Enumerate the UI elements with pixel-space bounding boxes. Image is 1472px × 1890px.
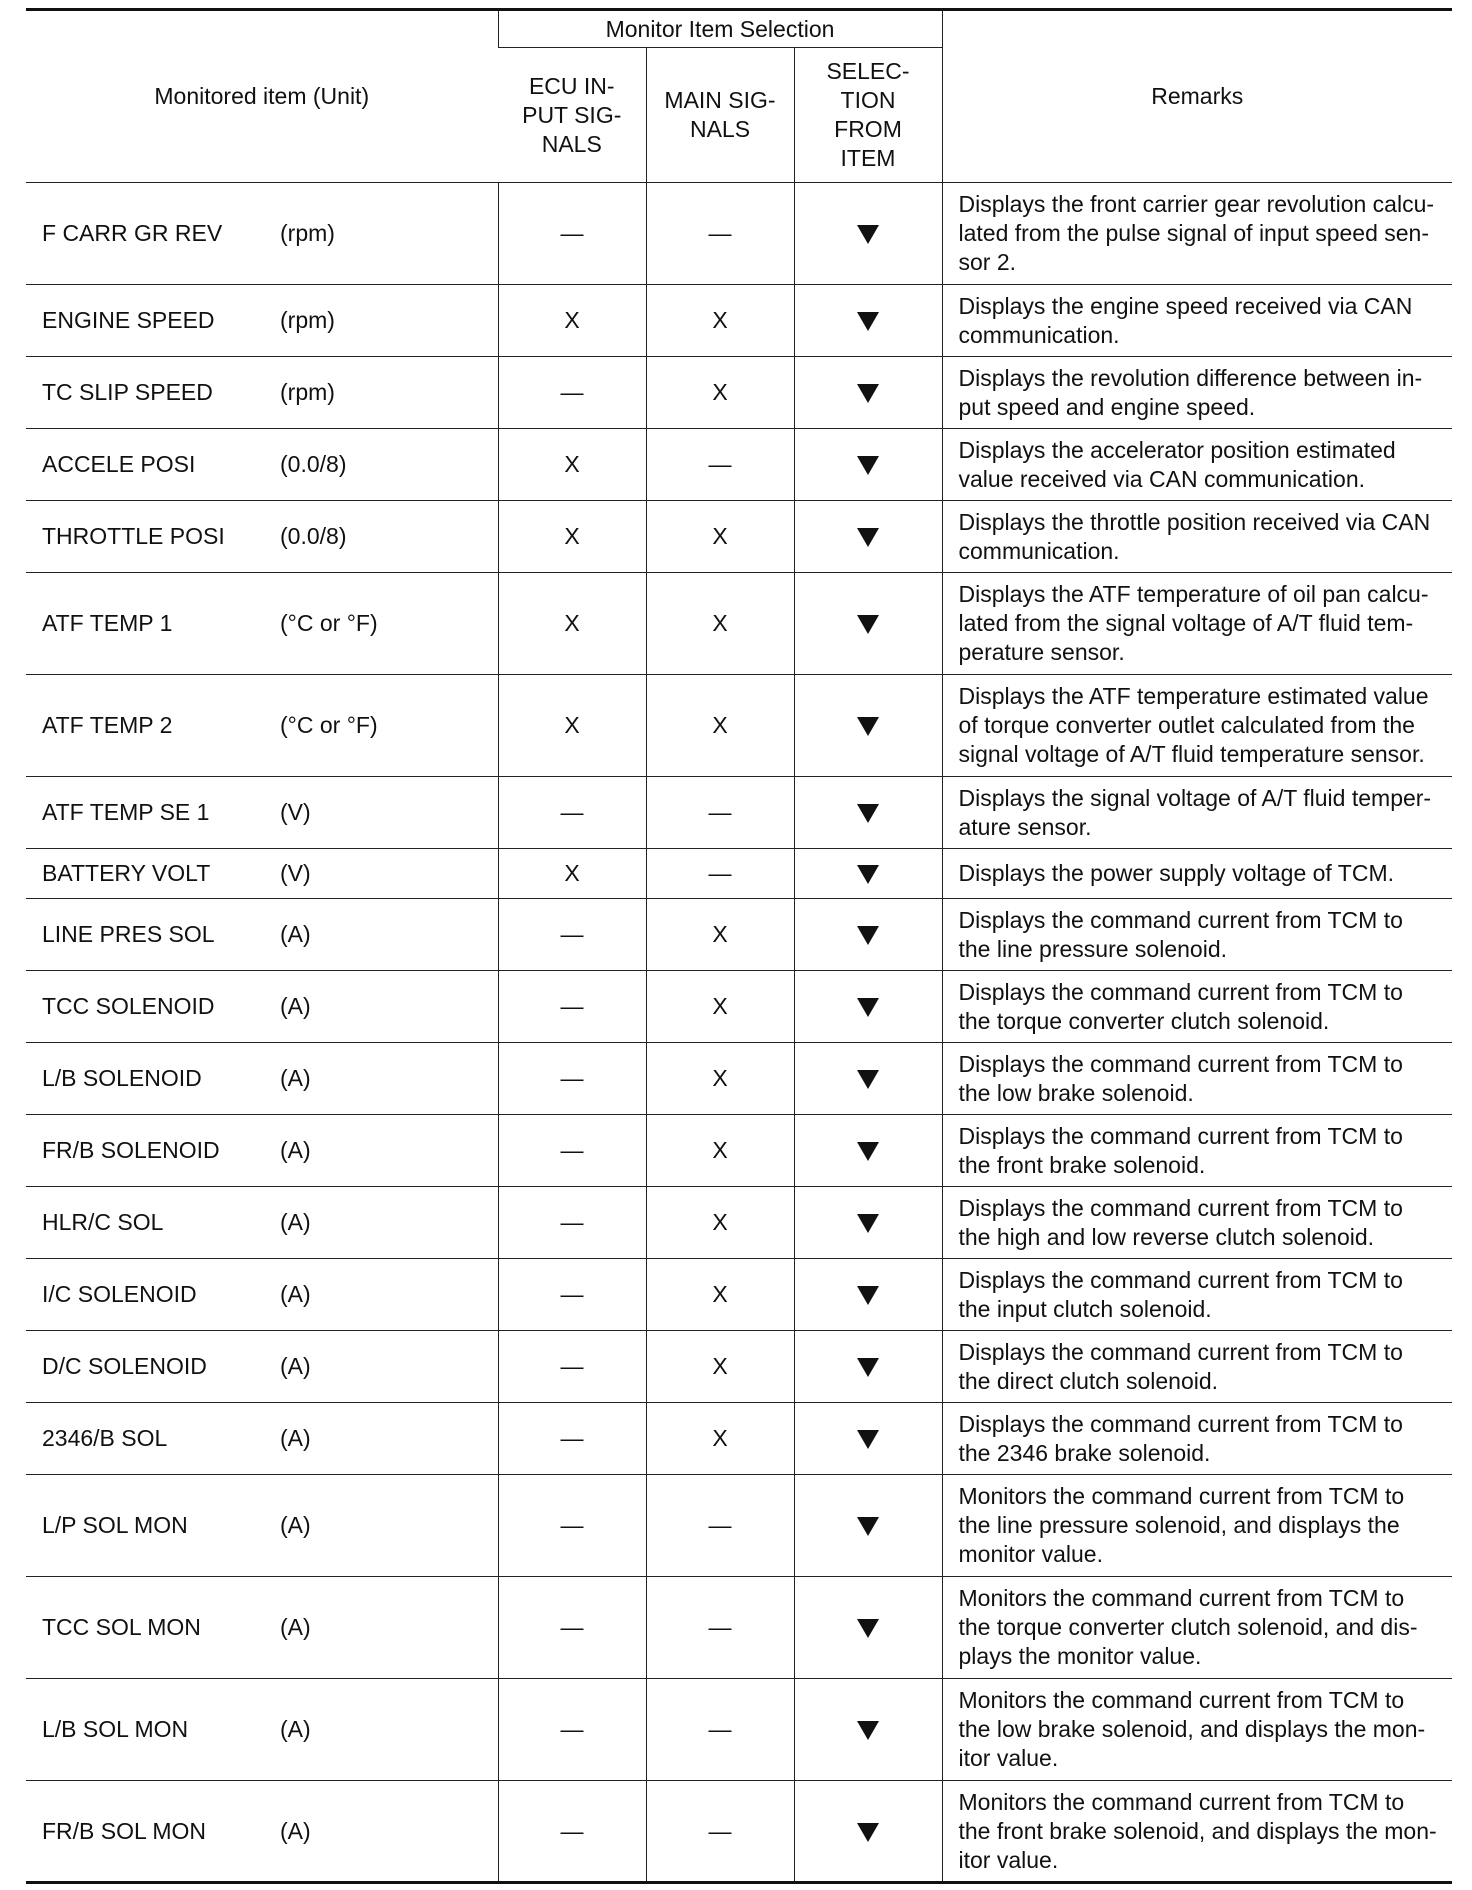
remark-line: the input clutch solenoid.	[958, 1295, 1212, 1322]
down-triangle-icon	[857, 456, 879, 475]
remark-line: the low brake solenoid.	[958, 1079, 1194, 1106]
item-unit: (rpm)	[280, 220, 335, 246]
remark-line: perature sensor.	[958, 639, 1125, 665]
item-name: I/C SOLENOID	[42, 1281, 197, 1307]
down-triangle-icon	[857, 1214, 879, 1233]
remark-line: communication.	[958, 321, 1120, 348]
main-signal-mark: —	[646, 1475, 794, 1577]
item-name: L/P SOL MON	[42, 1512, 188, 1538]
monitored-item-cell	[26, 1187, 498, 1259]
main-signal-mark: X	[646, 501, 794, 573]
header-monitor-item-selection: Monitor Item Selection	[498, 10, 942, 48]
remarks-cell	[942, 1781, 1452, 1883]
remark-line: Displays the revolution difference between in-	[958, 364, 1423, 391]
remark-line: Displays the power supply voltage of TCM.	[958, 860, 1394, 886]
ecu-input-signal-mark: —	[498, 899, 646, 971]
remark-line: the 2346 brake solenoid.	[958, 1439, 1211, 1466]
ecu-input-signal-mark: X	[498, 285, 646, 357]
monitored-item-cell	[26, 1043, 498, 1115]
remark-line: Displays the ATF temperature of oil pan calcu-	[958, 581, 1429, 607]
item-unit: (A)	[280, 921, 311, 947]
remarks-cell	[942, 1679, 1452, 1781]
remark-line: Displays the front carrier gear revolution calcu-	[958, 191, 1435, 217]
ecu-input-signal-mark: —	[498, 1781, 646, 1883]
remarks-cell	[942, 899, 1452, 971]
item-name: 2346/B SOL	[42, 1425, 168, 1451]
remark-line: Displays the command current from TCM to	[958, 1338, 1403, 1365]
item-unit: (V)	[280, 860, 311, 886]
remark-line: the torque converter clutch solenoid.	[958, 1007, 1330, 1034]
remarks-cell	[942, 1475, 1452, 1577]
item-name: FR/B SOLENOID	[42, 1137, 220, 1163]
monitored-item-cell	[26, 285, 498, 357]
header-selection-from-item: SELEC- TION FROM ITEM	[794, 48, 942, 183]
table-row	[26, 675, 1452, 777]
selection-from-item-cell	[794, 675, 942, 777]
header-remarks: Remarks	[942, 10, 1452, 183]
table-row	[26, 285, 1452, 357]
remarks-cell	[942, 357, 1452, 429]
main-signal-mark: X	[646, 1043, 794, 1115]
monitored-item-cell	[26, 1679, 498, 1781]
item-unit: (A)	[280, 993, 311, 1019]
main-signal-mark: X	[646, 1187, 794, 1259]
ecu-input-signal-mark: —	[498, 1679, 646, 1781]
remark-line: lated from the pulse signal of input speed sen-	[958, 220, 1430, 246]
main-signal-mark: —	[646, 1679, 794, 1781]
down-triangle-icon	[857, 717, 879, 736]
monitored-item-cell	[26, 183, 498, 285]
main-signal-mark: X	[646, 1403, 794, 1475]
selection-from-item-cell	[794, 1475, 942, 1577]
remarks-cell	[942, 501, 1452, 573]
table-row	[26, 183, 1452, 285]
monitored-item-cell	[26, 1331, 498, 1403]
remark-line: Displays the command current from TCM to	[958, 1050, 1403, 1077]
ecu-input-signal-mark: —	[498, 357, 646, 429]
remark-line: the line pressure solenoid, and displays the	[958, 1512, 1400, 1538]
ecu-input-signal-mark: —	[498, 1403, 646, 1475]
remarks-cell	[942, 971, 1452, 1043]
item-unit: (A)	[280, 1425, 311, 1451]
ecu-input-signal-mark: —	[498, 777, 646, 849]
ecu-input-signal-mark: —	[498, 1475, 646, 1577]
ecu-input-signal-mark: X	[498, 501, 646, 573]
remark-line: plays the monitor value.	[958, 1643, 1202, 1669]
item-name: ENGINE SPEED	[42, 307, 215, 333]
monitored-item-cell	[26, 357, 498, 429]
table-row	[26, 1115, 1452, 1187]
remark-line: the front brake solenoid, and displays the mon-	[958, 1817, 1437, 1844]
main-signal-mark: X	[646, 1259, 794, 1331]
down-triangle-icon	[857, 1358, 879, 1377]
selection-from-item-cell	[794, 1679, 942, 1781]
monitored-item-cell	[26, 1115, 498, 1187]
selection-from-item-cell	[794, 1043, 942, 1115]
selection-from-item-cell	[794, 849, 942, 899]
remark-line: ature sensor.	[958, 813, 1092, 840]
ecu-input-signal-mark: X	[498, 849, 646, 899]
down-triangle-icon	[857, 998, 879, 1017]
remark-line: Displays the ATF temperature estimated value	[958, 683, 1429, 709]
remark-line: lated from the signal voltage of A/T fluid tem-	[958, 610, 1414, 636]
table-row	[26, 899, 1452, 971]
remark-line: Displays the command current from TCM to	[958, 1122, 1403, 1149]
monitored-item-cell	[26, 1259, 498, 1331]
remark-line: Displays the throttle position received via CAN	[958, 508, 1431, 535]
item-unit: (rpm)	[280, 307, 335, 333]
item-name: FR/B SOL MON	[42, 1817, 206, 1844]
monitored-item-cell	[26, 971, 498, 1043]
table-row	[26, 357, 1452, 429]
table-row	[26, 1679, 1452, 1781]
down-triangle-icon	[857, 615, 879, 634]
down-triangle-icon	[857, 1070, 879, 1089]
item-name: F CARR GR REV	[42, 220, 223, 246]
item-unit: (A)	[280, 1353, 311, 1379]
remark-line: the front brake solenoid.	[958, 1151, 1206, 1178]
down-triangle-icon	[857, 528, 879, 547]
remark-line: put speed and engine speed.	[958, 393, 1256, 420]
main-signal-mark: —	[646, 1577, 794, 1679]
item-name: LINE PRES SOL	[42, 921, 215, 947]
remark-line: the torque converter clutch solenoid, and dis-	[958, 1614, 1418, 1640]
remark-line: Displays the command current from TCM to	[958, 1410, 1403, 1437]
main-signal-mark: X	[646, 971, 794, 1043]
header-main-signals: MAIN SIG- NALS	[646, 48, 794, 183]
main-signal-mark: —	[646, 777, 794, 849]
main-signal-mark: X	[646, 573, 794, 675]
down-triangle-icon	[857, 384, 879, 403]
main-signal-mark: —	[646, 849, 794, 899]
remarks-cell	[942, 183, 1452, 285]
remarks-cell	[942, 675, 1452, 777]
remark-line: Displays the command current from TCM to	[958, 1194, 1403, 1221]
item-unit: (A)	[280, 1512, 311, 1538]
selection-from-item-cell	[794, 1781, 942, 1883]
monitored-item-cell	[26, 1577, 498, 1679]
down-triangle-icon	[857, 926, 879, 945]
remark-line: communication.	[958, 537, 1120, 564]
remarks-cell	[942, 849, 1452, 899]
remarks-cell	[942, 1259, 1452, 1331]
item-unit: (V)	[280, 799, 311, 825]
item-name: L/B SOL MON	[42, 1716, 189, 1742]
table-row	[26, 1043, 1452, 1115]
table-row	[26, 501, 1452, 573]
remark-line: Monitors the command current from TCM to	[958, 1788, 1405, 1815]
item-name: BATTERY VOLT	[42, 860, 211, 886]
remark-line: value received via CAN communication.	[958, 465, 1366, 492]
remarks-cell	[942, 1403, 1452, 1475]
remark-line: itor value.	[958, 1745, 1059, 1771]
item-unit: (°C or °F)	[280, 712, 378, 738]
item-unit: (A)	[280, 1281, 311, 1307]
remark-line: signal voltage of A/T fluid temperature sensor.	[958, 741, 1425, 767]
remark-line: Displays the command current from TCM to	[958, 1266, 1403, 1293]
remark-line: Displays the engine speed received via CAN	[958, 292, 1413, 319]
down-triangle-icon	[857, 1142, 879, 1161]
item-name: TCC SOL MON	[42, 1614, 201, 1640]
item-name: THROTTLE POSI	[42, 523, 225, 549]
selection-from-item-cell	[794, 429, 942, 501]
table-row	[26, 429, 1452, 501]
selection-from-item-cell	[794, 1115, 942, 1187]
remarks-cell	[942, 1577, 1452, 1679]
remark-line: Monitors the command current from TCM to	[958, 1585, 1405, 1611]
remark-line: Displays the command current from TCM to	[958, 906, 1403, 933]
monitored-item-cell	[26, 429, 498, 501]
selection-from-item-cell	[794, 285, 942, 357]
selection-from-item-cell	[794, 1331, 942, 1403]
main-signal-mark: —	[646, 1781, 794, 1883]
main-signal-mark: X	[646, 285, 794, 357]
ecu-input-signal-mark: X	[498, 675, 646, 777]
item-name: ACCELE POSI	[42, 451, 196, 477]
monitored-item-cell	[26, 1475, 498, 1577]
table-row	[26, 573, 1452, 675]
remarks-cell	[942, 429, 1452, 501]
selection-from-item-cell	[794, 1577, 942, 1679]
down-triangle-icon	[857, 1619, 879, 1638]
monitored-item-cell	[26, 777, 498, 849]
monitored-item-cell	[26, 573, 498, 675]
item-unit: (A)	[280, 1137, 311, 1163]
ecu-input-signal-mark: —	[498, 1187, 646, 1259]
down-triangle-icon	[857, 1823, 879, 1842]
item-name: ATF TEMP 2	[42, 712, 173, 738]
table-row	[26, 777, 1452, 849]
ecu-input-signal-mark: —	[498, 183, 646, 285]
main-signal-mark: —	[646, 429, 794, 501]
table-row	[26, 1475, 1452, 1577]
item-name: ATF TEMP SE 1	[42, 799, 210, 825]
remark-line: Monitors the command current from TCM to	[958, 1483, 1405, 1509]
table-row	[26, 1577, 1452, 1679]
monitored-item-cell	[26, 1403, 498, 1475]
item-unit: (rpm)	[280, 379, 335, 405]
monitored-item-cell	[26, 675, 498, 777]
item-unit: (0.0/8)	[280, 523, 347, 549]
remark-line: Monitors the command current from TCM to	[958, 1687, 1405, 1713]
remark-line: the direct clutch solenoid.	[958, 1367, 1219, 1394]
main-signal-mark: X	[646, 675, 794, 777]
down-triangle-icon	[857, 865, 879, 884]
remark-line: Displays the signal voltage of A/T fluid temper-	[958, 784, 1432, 811]
selection-from-item-cell	[794, 501, 942, 573]
table-row	[26, 1187, 1452, 1259]
remarks-cell	[942, 1043, 1452, 1115]
selection-from-item-cell	[794, 1187, 942, 1259]
table-row	[26, 1259, 1452, 1331]
monitored-item-cell	[26, 501, 498, 573]
monitor-item-table	[26, 8, 1452, 1884]
main-signal-mark: X	[646, 899, 794, 971]
remarks-cell	[942, 573, 1452, 675]
remark-line: monitor value.	[958, 1541, 1103, 1567]
monitored-item-cell	[26, 1781, 498, 1883]
table-row	[26, 971, 1452, 1043]
main-signal-mark: X	[646, 357, 794, 429]
remarks-cell	[942, 777, 1452, 849]
selection-from-item-cell	[794, 573, 942, 675]
ecu-input-signal-mark: —	[498, 1331, 646, 1403]
header-monitored-item: Monitored item (Unit)	[26, 10, 498, 183]
remarks-cell	[942, 1187, 1452, 1259]
remarks-cell	[942, 1331, 1452, 1403]
selection-from-item-cell	[794, 1259, 942, 1331]
main-signal-mark: X	[646, 1115, 794, 1187]
item-name: D/C SOLENOID	[42, 1353, 207, 1379]
main-signal-mark: X	[646, 1331, 794, 1403]
selection-from-item-cell	[794, 971, 942, 1043]
down-triangle-icon	[857, 1721, 879, 1740]
item-unit: (°C or °F)	[280, 610, 378, 636]
remark-line: sor 2.	[958, 249, 1017, 275]
item-name: L/B SOLENOID	[42, 1065, 202, 1091]
remark-line: itor value.	[958, 1846, 1059, 1873]
table-row	[26, 1781, 1452, 1883]
down-triangle-icon	[857, 804, 879, 823]
ecu-input-signal-mark: —	[498, 1259, 646, 1331]
remark-line: of torque converter outlet calculated from the	[958, 712, 1415, 738]
item-name: HLR/C SOL	[42, 1209, 164, 1235]
table-body	[26, 183, 1452, 1883]
item-unit: (A)	[280, 1716, 311, 1742]
selection-from-item-cell	[794, 777, 942, 849]
header-ecu-input-signals: ECU IN- PUT SIG- NALS	[498, 48, 646, 183]
item-unit: (A)	[280, 1065, 311, 1091]
down-triangle-icon	[857, 225, 879, 244]
down-triangle-icon	[857, 1286, 879, 1305]
selection-from-item-cell	[794, 1403, 942, 1475]
ecu-input-signal-mark: —	[498, 1577, 646, 1679]
table-row	[26, 1403, 1452, 1475]
item-unit: (A)	[280, 1209, 311, 1235]
down-triangle-icon	[857, 1430, 879, 1449]
table-row	[26, 849, 1452, 899]
item-name: TCC SOLENOID	[42, 993, 215, 1019]
item-unit: (A)	[280, 1614, 311, 1640]
remark-line: Displays the command current from TCM to	[958, 978, 1403, 1005]
item-name: TC SLIP SPEED	[42, 379, 213, 405]
down-triangle-icon	[857, 1517, 879, 1536]
remark-line: the line pressure solenoid.	[958, 935, 1227, 962]
item-unit: (A)	[280, 1817, 311, 1844]
remark-line: the low brake solenoid, and displays the mon-	[958, 1716, 1426, 1742]
ecu-input-signal-mark: X	[498, 429, 646, 501]
monitored-item-cell	[26, 849, 498, 899]
main-signal-mark: —	[646, 183, 794, 285]
item-unit: (0.0/8)	[280, 451, 347, 477]
remark-line: Displays the accelerator position estimated	[958, 436, 1396, 463]
selection-from-item-cell	[794, 183, 942, 285]
selection-from-item-cell	[794, 357, 942, 429]
table-row	[26, 1331, 1452, 1403]
ecu-input-signal-mark: X	[498, 573, 646, 675]
monitored-item-cell	[26, 899, 498, 971]
monitor-item-table-container	[26, 8, 1452, 1884]
item-name: ATF TEMP 1	[42, 610, 173, 636]
down-triangle-icon	[857, 312, 879, 331]
ecu-input-signal-mark: —	[498, 1043, 646, 1115]
remarks-cell	[942, 1115, 1452, 1187]
ecu-input-signal-mark: —	[498, 1115, 646, 1187]
remarks-cell	[942, 285, 1452, 357]
selection-from-item-cell	[794, 899, 942, 971]
ecu-input-signal-mark: —	[498, 971, 646, 1043]
remark-line: the high and low reverse clutch solenoid.	[958, 1223, 1375, 1250]
